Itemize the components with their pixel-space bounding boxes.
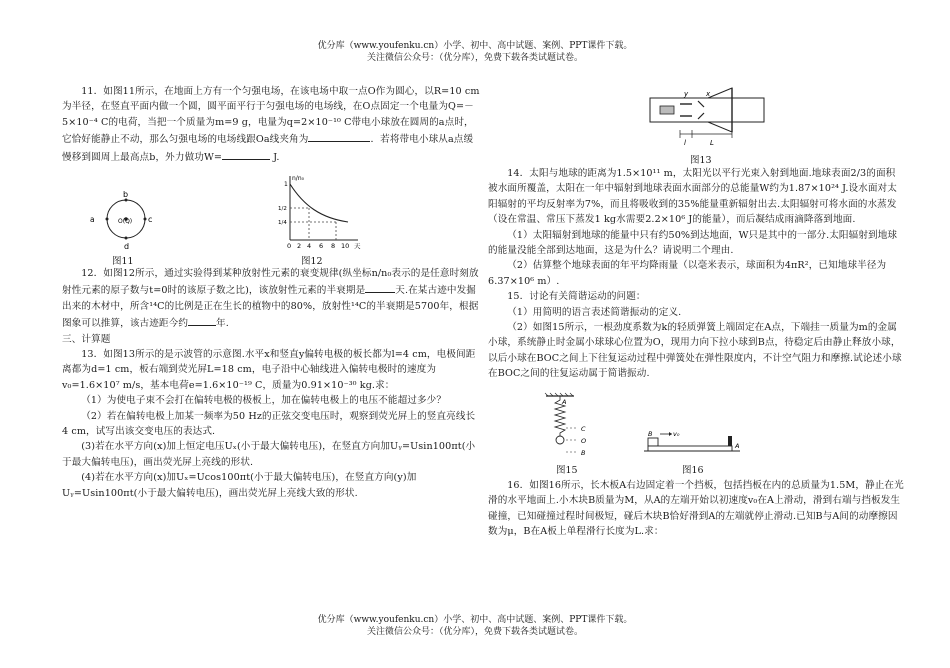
fig15-label-c: C [581,425,586,433]
fig11-label-a: a [90,215,95,224]
fig16-block-b [648,438,658,446]
fig11-label-o: O(Q) [118,218,133,225]
q12-blank-years [188,314,216,326]
header-line-2: 关注微信公众号：（优分库），免费下载各类试题试卷。 [366,53,583,63]
fig13-label-x: x [706,90,711,98]
question-16: 16．如图16所示，长木板A右边固定着一个挡板，包括挡板在内的总质量为1.5M，静止在光滑的水平地面上.小木块B质量为M，从A的左端开始以初速度v₀在A上滑动，滑到右端与挡板发生碰撞，已知碰撞过程时间极短，碰后木块B恰好滑到A的左端就停止滑动.已知B与A间的动摩擦因数为μ，B在A板上单程滑行长度为L.求： [488,480,904,538]
fig11-label-b: b [123,190,129,199]
fig15-label-a: A [562,398,567,406]
question-13-part-3: (3)若在水平方向(x)加上恒定电压Uₓ(小于最大偏转电压)，在竖直方向加Uᵧ=Usin100πt(小于最大偏转电压)，画出荧光屏上亮线的形状. [62,441,476,468]
fig12-y-tick-half: 1/2 [278,206,287,212]
right-column-lower [488,478,904,540]
fig12-y-label: n/n₀ [292,175,305,182]
page-header [0,40,950,64]
fig16-label-v: v₀ [673,430,680,438]
question-14-part-2: （2）估算整个地球表面的年平均降雨量（以毫米表示，球面积为4πR²，已知地球半径为6.37×10⁶ m）. [488,260,887,287]
fig13-label-y: y [684,90,689,98]
fig16-stopper [728,436,732,446]
fig11-label-d: d [124,242,130,251]
section-3-heading: 三、计算题 [62,333,111,345]
fig12-y-tick-1: 1 [284,181,288,188]
question-15-part-1: （1）用简明的语言表述简谐振动的定义. [507,306,682,318]
fig16-arrow-head [669,432,672,436]
fig12-x-tick-0: 0 [287,242,292,250]
fig13-label-l: l [684,139,686,147]
header-line-1: 优分库（www.youfenku.cn）小学、初中、高中试题、案例、PPT课件下载。 [317,41,633,51]
q11-text-b: ．若将带电小球从a点缓慢移到圆周上最高点b，外力做功W= [62,134,474,163]
question-13-part-1: （1）为使电子束不会打在偏转电极的极板上，加在偏转电极上的电压不能超过多少？ [81,395,447,407]
footer-line-1: 优分库（www.youfenku.cn）小学、初中、高中试题、案例、PPT课件下载。 [317,615,633,625]
fig12-x-unit: 天 [354,242,361,250]
fig13-electron-gun [660,106,674,114]
fig15-label-b: B [581,449,586,457]
fig16-label-a: A [735,442,740,450]
page-footer [0,614,950,638]
fig16-caption: 图16 [682,465,704,476]
question-12 [62,266,480,332]
fig11-label-c: c [148,215,153,224]
q11-blank-work [222,148,270,160]
fig11-point-a [106,218,109,221]
fig13-flare [708,88,732,132]
question-14-part-1: （1）太阳辐射到地球的能量中只有约50%到达地面，W只是其中的一部分.太阳辐射到地球的能量没能全部到达地面，这是为什么？请说明二个理由. [488,229,898,257]
fig13-x-plate-1 [698,101,704,107]
fig12-x-tick-10: 10 [341,242,350,250]
fig15-ball [556,436,564,444]
q11-text-a: 11．如图11所示，在地面上方有一个匀强电场，在该电场中取一点O作为圆心，以R=10 cm为半径，在竖直平面内做一个圆，圆平面平行于匀强电场的电场线，在O点固定一个电量为Q=－5×10⁻⁴ C的电荷，当把一个质量为m=9 g，电量为q=2×10⁻¹⁰ C带电小球放在圆周的a点时，它恰好能静止不动，那么匀强电场的电场线跟Oa线夹角为 [62,86,480,146]
fig12-x-tick-8: 8 [331,242,336,250]
fig12-x-tick-2: 2 [297,242,302,250]
fig16-board-a [648,446,732,451]
question-13-part-4: (4)若在水平方向(x)加Uₓ=Ucos100πt(小于最大偏转电压)，在竖直方向(y)加Uᵧ=Usin100πt(小于最大偏转电压)，画出荧光屏上亮线大致的形状. [62,472,417,499]
figure-13 [648,84,778,148]
right-column [488,166,904,382]
figure-16 [644,426,744,462]
fig12-x-tick-6: 6 [319,242,324,250]
question-13-part-2: （2）若在偏转电极上加某一频率为50 Hz的正弦交变电压时，观察到荧光屏上的竖直亮线长4 cm，试写出该交变电压的表达式. [62,410,476,438]
question-11 [62,84,480,165]
fig13-caption: 图13 [690,155,712,166]
fig15-caption: 图15 [556,465,578,476]
fig12-x-tick-4: 4 [307,242,312,250]
left-column-lower [62,266,480,501]
q11-blank-angle [308,130,370,142]
q12-text-a: 12．如图12所示，通过实验得到某种放射性元素的衰变规律(纵坐标n/n₀表示的是任意时刻放射性元素的原子数与t=0时的该原子数之比)，该放射性元素的半衰期是 [62,268,479,297]
fig12-y-tick-quarter: 1/4 [278,220,287,226]
fig11-caption: 图11 [112,256,134,267]
question-15-part-2: （2）如图15所示，一根劲度系数为k的轻质弹簧上端固定在A点，下端挂一质量为m的金属小球，系统静止时金属小球球心位置为O，现用力向下拉小球到B点，待稳定后由静止释放小球，以后小球在BOC之间上下往复运动过程中弹簧处在弹性限度内，不计空气阻力和摩擦.试论述小球在BOC之间的往复运动属于简谐振动. [488,322,902,380]
q12-blank-halflife [365,281,395,293]
left-column [62,84,480,165]
figure-12 [276,170,366,250]
fig11-point-c [144,218,147,221]
figure-15 [540,392,610,464]
footer-line-2: 关注微信公众号：（优分库），免费下载各类试题试卷。 [366,627,583,637]
fig13-x-plate-2 [698,113,704,119]
figure-11 [86,190,166,254]
fig12-caption: 图12 [301,256,323,267]
fig11-point-d [125,237,128,240]
q12-text-c: 年. [216,318,229,330]
fig13-label-L: L [710,139,714,147]
q11-text-c: J. [273,151,280,163]
question-14-intro: 14．太阳与地球的距离为1.5×10¹¹ m，太阳光以平行光束入射到地面.地球表面2/3的面积被水面所覆盖，太阳在一年中辐射到地球表面水面部分的总能量W约为1.87×10²⁴ J.设水面对太阳辐射的平均反射率为7%，而且将吸收到的35%能量重新辐射出去.太阳辐射可将水面的水蒸发（设在常温、常压下蒸发1 kg水需要2.2×10⁶ J的能量），而后凝结成雨滴降落到地面. [488,168,897,226]
question-13-intro: 13．如图13所示的是示波管的示意图.水平x和竖直y偏转电极的板长都为l=4 cm，电极间距离都为d=1 cm，板右端到荧光屏L=18 cm，电子沿中心轴线进入偏转电极时的速度为v₀=1.6×10⁷ m/s，基本电荷e=1.6×10⁻¹⁹ C，质量为0.91×10⁻³⁰ kg.求： [62,349,476,391]
q12-text-b: 天.在某古迹中发掘出来的木材中，所含¹⁴C的比例是正在生长的植物中的80%，放射性¹⁴C的半衰期是5700年，根据图象可以推算，该古迹距今约 [62,285,479,330]
fig16-label-b: B [648,430,653,438]
question-15-intro: 15．讨论有关简谐运动的问题： [507,291,646,303]
fig12-decay-curve [290,184,348,222]
fig15-label-o: O [581,437,587,445]
